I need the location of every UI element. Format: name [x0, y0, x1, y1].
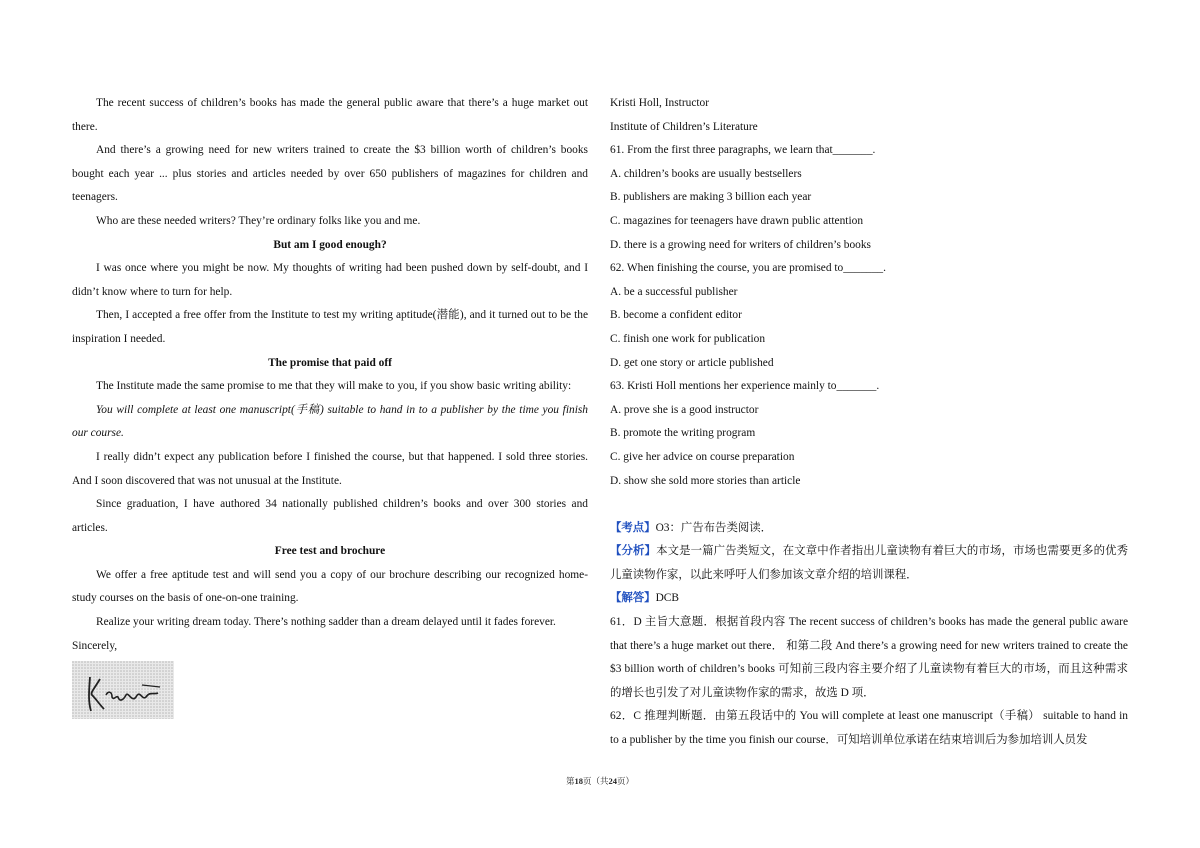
heading-good-enough: But am I good enough?	[273, 238, 387, 251]
question-63: 63. Kristi Holl mentions her experience mainly to_______.	[610, 380, 880, 393]
paragraph-8: I really didn’t expect any publication before I finished the course, but that happened. I sold three stories. And I soon discovered that was not unusual at the Institute.	[72, 450, 588, 487]
footer-total-pages: 24	[608, 776, 617, 786]
q61-option-b: B. publishers are making 3 billion each year	[610, 191, 812, 204]
fenxi-text: 本文是一篇广告类短文，在文章中作者指出儿童读物有着巨大的市场，市场也需要更多的优秀儿童读物作家，以此来呼吁人们参加该文章介绍的培训课程．	[610, 545, 1128, 581]
q61-option-d: D. there is a growing need for writers of children’s books	[610, 238, 871, 251]
question-62: 62. When finishing the course, you are promised to_______.	[610, 262, 886, 275]
org-line: Institute of Children’s Literature	[610, 120, 758, 133]
footer-page-number: 18	[574, 776, 583, 786]
jieda-line	[610, 587, 1128, 611]
q62-option-c: C. finish one work for publication	[610, 332, 766, 345]
paragraph-3: Who are these needed writers? They’re ordinary folks like you and me.	[96, 214, 421, 227]
paragraph-9: Since graduation, I have authored 34 nationally published children’s books and over 300 stories and articles.	[72, 498, 588, 534]
right-column	[610, 92, 1128, 753]
heading-free-test: Free test and brochure	[274, 545, 386, 558]
left-column	[72, 92, 588, 719]
paragraph-promise-quote: You will complete at least one manuscript(手稿) suitable to hand in to a publisher by the time you finish our course.	[72, 403, 588, 440]
jieda-text: DCB	[655, 592, 679, 605]
signature-image	[72, 661, 174, 719]
heading-promise: The promise that paid off	[268, 356, 392, 369]
paragraph-6: The Institute made the same promise to me that they will make to you, if you show basic writing ability:	[96, 380, 572, 393]
footer-suffix: 页）	[617, 776, 635, 786]
q61-option-a: A. children’s books are usually bestsellers	[610, 167, 802, 180]
footer-mid: 页（共	[582, 776, 609, 786]
closing: Sincerely,	[72, 639, 118, 652]
paragraph-5: Then, I accepted a free offer from the Institute to test my writing aptitude(潜能), and it turned out to be the inspiration I needed.	[72, 309, 588, 345]
q63-option-d: D. show she sold more stories than article	[610, 474, 801, 487]
q62-option-a: A. be a successful publisher	[610, 285, 738, 298]
q63-option-b: B. promote the writing program	[610, 427, 756, 440]
q62-option-d: D. get one story or article published	[610, 356, 774, 369]
answer-62: 62．C 推理判断题．由第五段话中的 You will complete at least one manuscript（手稿） suitable to hand in to a publisher by the time you finish our course．可知培训单位承诺在结束培训后为参加培训人员发	[610, 710, 1128, 747]
answer-61: 61．D 主旨大意题．根据首段内容 The recent success of children’s books has made the general public aware that there’s a huge market out there． 和第二段 And there’s a growing need for new writers trained to create the $3 billion worth of children’s books 可知前三段内容主要介绍了儿童读物有着巨大的市场，而且这种需求的增长也引发了对儿童读物作家的需求，故选 D 项．	[610, 616, 1128, 699]
fenxi-label: 【分析】	[610, 545, 657, 558]
footer-prefix: 第	[565, 776, 575, 786]
kaodian-text: O3：广告布告类阅读．	[655, 521, 773, 534]
page-footer	[0, 775, 1200, 787]
jieda-label: 【解答】	[610, 592, 656, 605]
paragraph-11: Realize your writing dream today. There’s nothing sadder than a dream delayed until it fades forever.	[96, 616, 556, 629]
q62-option-b: B. become a confident editor	[610, 309, 742, 322]
paragraph-10: We offer a free aptitude test and will send you a copy of our brochure describing our recognized home-study courses on the basis of one-on-one training.	[72, 568, 588, 605]
paragraph-4: I was once where you might be now. My thoughts of writing had been pushed down by self-doubt, and I didn’t know where to turn for help.	[72, 262, 588, 298]
kaodian-line	[610, 517, 1128, 541]
q61-option-c: C. magazines for teenagers have drawn public attention	[610, 214, 864, 227]
question-61: 61. From the first three paragraphs, we learn that_______.	[610, 144, 876, 157]
q63-option-c: C. give her advice on course preparation	[610, 450, 795, 463]
fenxi-line	[610, 540, 1128, 587]
q63-option-a: A. prove she is a good instructor	[610, 403, 759, 416]
kaodian-label: 【考点】	[610, 521, 656, 534]
paragraph-2: And there’s a growing need for new writers trained to create the $3 billion worth of children’s books bought each year ... plus stories and articles needed by over 650 publishers of magazines for children and teenagers.	[72, 144, 588, 204]
author-line: Kristi Holl, Instructor	[610, 97, 710, 109]
paragraph-1: The recent success of children’s books has made the general public aware that there’s a huge market out there.	[72, 97, 588, 133]
